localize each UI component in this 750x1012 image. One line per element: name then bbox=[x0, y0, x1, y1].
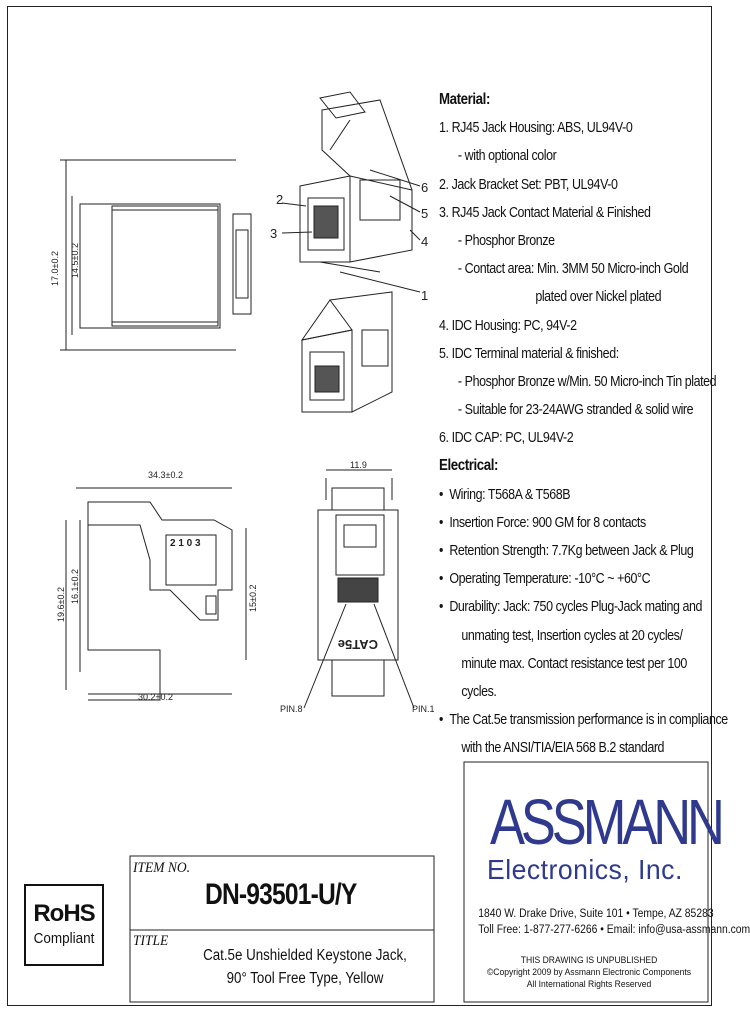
brand-subtitle: Electronics, Inc. bbox=[487, 854, 683, 885]
callout-6: 6 bbox=[421, 180, 429, 195]
dim-15: 15±0.2 bbox=[248, 584, 258, 612]
pin1-label: PIN.1 bbox=[412, 704, 435, 714]
spec-line: - with optional color bbox=[457, 148, 557, 165]
jack-front-view-drawing bbox=[304, 470, 414, 708]
title-line-1: Cat.5e Unshielded Keystone Jack, bbox=[203, 947, 407, 964]
rohs-title: RoHS bbox=[33, 900, 95, 927]
spec-line: cycles. bbox=[461, 683, 497, 700]
spec-line: 2. Jack Bracket Set: PBT, UL94V-0 bbox=[439, 176, 618, 193]
contact-line: Toll Free: 1-877-277-6266 • Email: info@usa-assmann.com bbox=[478, 924, 750, 936]
dim-11-9: 11.9 bbox=[350, 460, 367, 470]
spec-bullet: • The Cat.5e transmission performance is in compliance bbox=[439, 706, 680, 734]
spec-line: 3. RJ45 Jack Contact Material & Finished bbox=[439, 204, 651, 221]
spec-line: - Suitable for 23-24AWG stranded & solid wire bbox=[457, 402, 694, 419]
title-line-2: 90° Tool Free Type, Yellow bbox=[226, 970, 384, 987]
spec-line: 1. RJ45 Jack Housing: ABS, UL94V-0 bbox=[439, 120, 633, 137]
isometric-jack-2-drawing bbox=[302, 292, 392, 412]
side-numbers: 2 1 0 3 bbox=[170, 538, 201, 549]
spec-bullet: • Retention Strength: 7.7Kg between Jack & Plug bbox=[439, 537, 680, 565]
dim-16-1: 16.1±0.2 bbox=[70, 569, 80, 604]
dim-14-5: 14.5±0.2 bbox=[70, 243, 80, 278]
callout-lines bbox=[282, 170, 420, 292]
rohs-badge bbox=[24, 884, 104, 966]
spec-line: 6. IDC CAP: PC, UL94V-2 bbox=[439, 430, 574, 447]
spec-line: unmating test, Insertion cycles at 20 cycles/ bbox=[461, 627, 683, 644]
cat5e-label: CAT5e bbox=[337, 637, 378, 652]
spec-line: plated over Nickel plated bbox=[535, 289, 662, 306]
specifications bbox=[439, 86, 728, 763]
callout-2: 2 bbox=[276, 192, 284, 207]
dim-17: 17.0±0.2 bbox=[50, 251, 60, 286]
side-view-drawing bbox=[66, 488, 246, 700]
item-label: ITEM NO. bbox=[133, 860, 191, 876]
spec-bullet: • Operating Temperature: -10°C ~ +60°C bbox=[439, 565, 680, 593]
dim-34-3: 34.3±0.2 bbox=[148, 470, 183, 480]
part-title bbox=[202, 944, 408, 990]
material-heading: Material: bbox=[439, 91, 490, 108]
dim-19-6: 19.6±0.2 bbox=[56, 587, 66, 622]
dim-30-2: 30.2±0.2 bbox=[138, 692, 173, 702]
brand-logo bbox=[470, 786, 721, 886]
callout-1: 1 bbox=[421, 288, 429, 303]
isometric-jack-drawing bbox=[300, 92, 412, 272]
pin8-label: PIN.8 bbox=[280, 704, 303, 714]
address-line: 1840 W. Drake Drive, Suite 101 • Tempe, AZ 85283 bbox=[478, 908, 714, 920]
item-number: DN-93501-U/Y bbox=[205, 878, 357, 911]
copyright-line: ©Copyright 2009 by Assmann Electronic Components bbox=[486, 967, 692, 978]
callout-3: 3 bbox=[270, 226, 278, 241]
unpublished-line: THIS DRAWING IS UNPUBLISHED bbox=[520, 955, 658, 966]
spec-bullet: • Wiring: T568A & T568B bbox=[439, 481, 680, 509]
spec-line: minute max. Contact resistance test per 100 bbox=[461, 655, 687, 672]
brand-name: ASSMANN bbox=[490, 786, 721, 858]
rohs-subtitle: Compliant bbox=[33, 930, 95, 947]
title-label: TITLE bbox=[133, 933, 169, 949]
spec-line: 4. IDC Housing: PC, 94V-2 bbox=[439, 317, 577, 334]
spec-line: - Phosphor Bronze w/Min. 50 Micro-inch Tin plated bbox=[457, 373, 717, 390]
spec-bullet: • Durability: Jack: 750 cycles Plug-Jack mating and bbox=[439, 593, 680, 621]
legal-notice bbox=[478, 955, 699, 991]
front-view-drawing bbox=[60, 160, 251, 350]
callout-4: 4 bbox=[421, 234, 429, 249]
spec-line: 5. IDC Terminal material & finished: bbox=[439, 345, 619, 362]
company-address bbox=[478, 906, 750, 938]
spec-line: with the ANSI/TIA/EIA 568 B.2 standard bbox=[461, 740, 665, 757]
callout-5: 5 bbox=[421, 206, 429, 221]
spec-bullet: • Insertion Force: 900 GM for 8 contacts bbox=[439, 509, 680, 537]
rights-line: All International Rights Reserved bbox=[526, 979, 652, 990]
spec-line: - Phosphor Bronze bbox=[457, 232, 555, 249]
electrical-heading: Electrical: bbox=[439, 457, 499, 475]
spec-line: - Contact area: Min. 3MM 50 Micro-inch Gold bbox=[457, 261, 689, 278]
